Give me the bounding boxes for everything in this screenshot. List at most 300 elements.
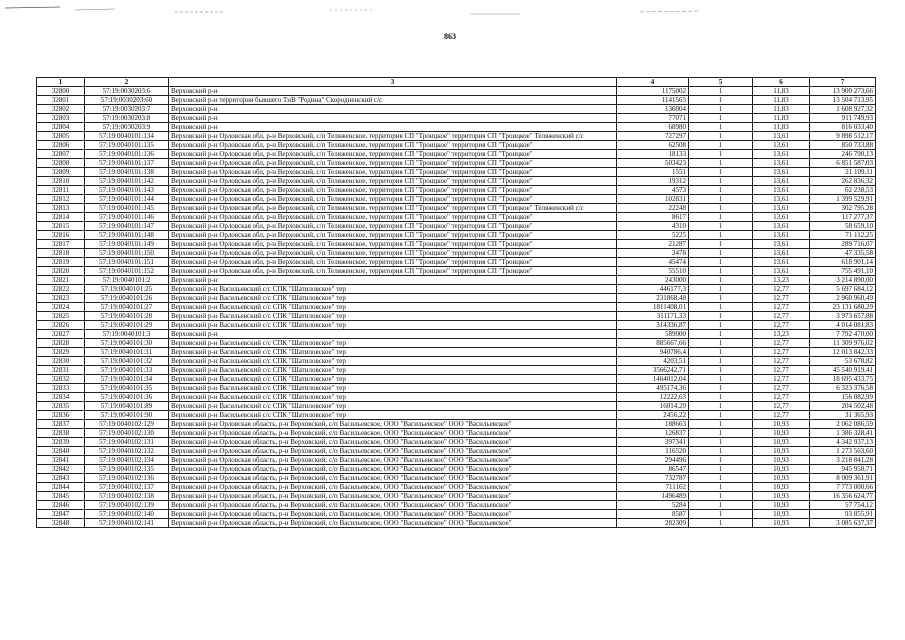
rate: 10,93 [753,483,810,492]
rate: 11,83 [753,96,810,105]
cadastral-number: 57:19:0040102:129 [85,420,169,429]
rate: 12,77 [753,393,810,402]
rate: 11,83 [753,114,810,123]
row-number: 32833 [37,384,85,393]
cadastral-value: 911 749,93 [810,114,876,123]
row-number: 32823 [37,294,85,303]
cadastral-value: 62 238,53 [810,186,876,195]
address: Верховский р-н Васильевский с/с СПК "Шатиловское" тер [169,384,617,393]
cadastral-value: 755 491,10 [810,267,876,276]
rate: 12,77 [753,411,810,420]
rate: 12,77 [753,384,810,393]
rate: 12,77 [753,321,810,330]
quantity: 1 [689,492,753,501]
table-row [37,411,876,420]
rate: 10,93 [753,447,810,456]
area: 12222,63 [617,393,689,402]
address: Верховский р-н Орловская обл, р-н Верховский, с/п Теляженское, территория СП "Троицкое" территория СП "Троицкое" [169,249,617,258]
cadastral-value: 945 958,71 [810,465,876,474]
cadastral-number: 57:19:0040101:145 [85,204,169,213]
table-row [37,195,876,204]
row-number: 32829 [37,348,85,357]
cadastral-number: 57:19:0040101:26 [85,294,169,303]
column-number-row [37,78,876,87]
area: 5284 [617,501,689,510]
address: Верховский р-н Орловская область, р-н Верховский, с/п Васильевское, ООО "Васильевское" ООО "Васильевское" [169,447,617,456]
address: Верховский р-н Васильевский с/с СПК "Шатиловское" тер [169,285,617,294]
quantity: 1 [689,222,753,231]
cadastral-value: 1 386 328,41 [810,429,876,438]
rate: 13,61 [753,249,810,258]
rate: 13,61 [753,267,810,276]
quantity: 1 [689,321,753,330]
area: 102831 [617,195,689,204]
quantity: 1 [689,447,753,456]
cadastral-number: 57:19:0040102:131 [85,438,169,447]
area: 62508 [617,141,689,150]
row-number: 32838 [37,429,85,438]
table-row [37,249,876,258]
cadastral-number: 57:19:0040101:36 [85,393,169,402]
row-number: 32820 [37,267,85,276]
row-number: 32810 [37,177,85,186]
rate: 12,77 [753,339,810,348]
column-number: 1 [37,78,85,87]
row-number: 32806 [37,141,85,150]
row-number: 32842 [37,465,85,474]
row-number: 32818 [37,249,85,258]
cadastral-value: 850 733,88 [810,141,876,150]
address: Верховский р-н Орловская обл, р-н Верховский, с/п Теляженское, территория СП "Троицкое" территория СП "Троицкое" [169,267,617,276]
cadastral-value: 18 695 433,75 [810,375,876,384]
cadastral-value: 5 697 684,12 [810,285,876,294]
cadastral-number: 57:19:0040101:143 [85,186,169,195]
cadastral-value: 3 214 890,00 [810,276,876,285]
cadastral-number: 57:19:0040101:33 [85,366,169,375]
row-number: 32840 [37,447,85,456]
cadastral-number: 57:19:0040102:130 [85,429,169,438]
row-number: 32843 [37,474,85,483]
rate: 13,61 [753,258,810,267]
cadastral-number: 57:19:0040101:148 [85,231,169,240]
quantity: 1 [689,510,753,519]
address: Верховский р-н Орловская обл, р-н Верховский, с/п Теляженское, территория СП "Троицкое" территория СП "Троицкое" Теляженский с/с [169,204,617,213]
table-row [37,465,876,474]
area: 19312 [617,177,689,186]
table-row [37,285,876,294]
rate: 12,77 [753,294,810,303]
address: Верховский р-н Орловская обл, р-н Верховский, с/п Теляженское, территория СП "Троицкое" территория СП "Троицкое" [169,231,617,240]
quantity: 1 [689,402,753,411]
row-number: 32844 [37,483,85,492]
area: 446177,3 [617,285,689,294]
address: Верховский р-н Васильевский с/с СПК "Шатиловское" тер [169,357,617,366]
address: Верховский р-н Орловская область, р-н Верховский, с/п Васильевское, ООО "Васильевское" ООО "Васильевское" [169,420,617,429]
table-row [37,348,876,357]
area: 1464012,04 [617,375,689,384]
row-number: 32836 [37,411,85,420]
area: 3478 [617,249,689,258]
quantity: 1 [689,519,753,528]
area: 86547 [617,465,689,474]
table-row [37,132,876,141]
quantity: 1 [689,474,753,483]
table-row [37,312,876,321]
cadastral-number: 57:19:0040101:3 [85,330,169,339]
area: 243000 [617,276,689,285]
area: 294496 [617,456,689,465]
area: 940786,4 [617,348,689,357]
row-number: 32803 [37,114,85,123]
column-number: 5 [689,78,753,87]
cadastral-number: 57:19:0040101:2 [85,276,169,285]
cadastral-value: 12 013 842,33 [810,348,876,357]
cadastral-number: 57:19:0040101:135 [85,141,169,150]
quantity: 1 [689,114,753,123]
row-number: 32845 [37,492,85,501]
rate: 10,93 [753,420,810,429]
quantity: 1 [689,366,753,375]
cadastral-value: 31 365,93 [810,411,876,420]
cadastral-number: 57:19:0040101:27 [85,303,169,312]
cadastral-value: 93 855,91 [810,510,876,519]
cadastral-value: 4 342 937,13 [810,438,876,447]
cadastral-value: 204 502,48 [810,402,876,411]
quantity: 1 [689,294,753,303]
row-number: 32807 [37,150,85,159]
table-row [37,276,876,285]
area: 3566242,71 [617,366,689,375]
cadastral-value: 3 218 841,28 [810,456,876,465]
cadastral-number: 57:19:0040102:134 [85,456,169,465]
rate: 13,61 [753,150,810,159]
cadastral-number: 57:19:0040101:146 [85,213,169,222]
rate: 13,61 [753,177,810,186]
area: 495174,36 [617,384,689,393]
row-number: 32839 [37,438,85,447]
address: Верховский р-н территория бывшего ТнВ "Родина" Скородненский с/с [169,96,617,105]
quantity: 1 [689,429,753,438]
row-number: 32814 [37,213,85,222]
table-row [37,96,876,105]
address: Верховский р-н Васильевский с/с СПК "Шатиловское" тер [169,366,617,375]
address: Верховский р-н Васильевский с/с СПК "Шатиловское" тер [169,294,617,303]
cadastral-number: 57:19:0040101:25 [85,285,169,294]
address: Верховский р-н Орловская обл, р-н Верховский, с/п Теляженское, территория СП "Троицкое" территория СП "Троицкое" [169,168,617,177]
table-row [37,519,876,528]
address: Верховский р-н Васильевский с/с СПК "Шатиловское" тер [169,375,617,384]
cadastral-number: 57:19:0040102:135 [85,465,169,474]
cadastral-number: 57:19:0040102:141 [85,519,169,528]
rate: 12,77 [753,375,810,384]
row-number: 32830 [37,357,85,366]
cadastral-number: 57:19:0040102:140 [85,510,169,519]
table-row [37,105,876,114]
row-number: 32832 [37,375,85,384]
area: 732787 [617,474,689,483]
cadastral-value: 1 608 927,32 [810,105,876,114]
land-parcel-table [36,77,876,528]
row-number: 32837 [37,420,85,429]
address: Верховский р-н Орловская область, р-н Верховский, с/п Васильевское, ООО "Васильевское" ООО "Васильевское" [169,474,617,483]
row-number: 32815 [37,222,85,231]
cadastral-value: 23 131 680,29 [810,303,876,312]
table-row [37,456,876,465]
quantity: 1 [689,177,753,186]
cadastral-number: 57:19:0040101:142 [85,177,169,186]
area: 55510 [617,267,689,276]
table-row [37,150,876,159]
quantity: 1 [689,456,753,465]
table-row [37,168,876,177]
area: 314336,87 [617,321,689,330]
area: 4310 [617,222,689,231]
rate: 10,93 [753,510,810,519]
table-row [37,204,876,213]
quantity: 1 [689,231,753,240]
cadastral-number: 57:19:0040101:137 [85,159,169,168]
area: 18133 [617,150,689,159]
column-number: 2 [85,78,169,87]
quantity: 1 [689,132,753,141]
cadastral-value: 45 540 919,41 [810,366,876,375]
rate: 13,61 [753,195,810,204]
rate: 12,77 [753,303,810,312]
rate: 10,93 [753,492,810,501]
cadastral-value: 57 754,12 [810,501,876,510]
rate: 11,83 [753,123,810,132]
address: Верховский р-н [169,330,617,339]
quantity: 1 [689,150,753,159]
column-number: 6 [753,78,810,87]
cadastral-value: 1 399 529,91 [810,195,876,204]
cadastral-number: 57:19:0040101:35 [85,384,169,393]
address: Верховский р-н [169,276,617,285]
table-row [37,231,876,240]
row-number: 32809 [37,168,85,177]
cadastral-value: 262 836,32 [810,177,876,186]
quantity: 1 [689,285,753,294]
area: 231868,48 [617,294,689,303]
rate: 12,77 [753,312,810,321]
area: 4573 [617,186,689,195]
table-row [37,213,876,222]
quantity: 1 [689,240,753,249]
quantity: 1 [689,348,753,357]
cadastral-number: 57:19:0040101:90 [85,411,169,420]
table-row [37,492,876,501]
rate: 13,61 [753,141,810,150]
cadastral-value: 2 062 086,59 [810,420,876,429]
cadastral-number: 57:19:0040101:151 [85,258,169,267]
rate: 13,61 [753,159,810,168]
table-row [37,501,876,510]
cadastral-number: 57:19:0040101:30 [85,339,169,348]
row-number: 32801 [37,96,85,105]
quantity: 1 [689,339,753,348]
table-row [37,483,876,492]
cadastral-value: 11 309 976,02 [810,339,876,348]
quantity: 1 [689,249,753,258]
row-number: 32819 [37,258,85,267]
cadastral-number: 57:19:0030203:6 [85,87,169,96]
quantity: 1 [689,330,753,339]
rate: 13,61 [753,231,810,240]
table-row [37,339,876,348]
row-number: 32846 [37,501,85,510]
cadastral-value: 117 277,37 [810,213,876,222]
rate: 13,23 [753,276,810,285]
address: Верховский р-н Орловская область, р-н Верховский, с/п Васильевское, ООО "Васильевское" ООО "Васильевское" [169,429,617,438]
cadastral-number: 57:19:0040101:144 [85,195,169,204]
cadastral-number: 57:19:0040101:149 [85,240,169,249]
quantity: 1 [689,303,753,312]
cadastral-value: 3 085 637,37 [810,519,876,528]
quantity: 1 [689,258,753,267]
cadastral-value: 7 792 470,00 [810,330,876,339]
rate: 10,93 [753,438,810,447]
address: Верховский р-н Орловская обл, р-н Верховский, с/п Теляженское, территория СП "Троицкое" территория СП "Троицкое" [169,213,617,222]
area: 1175002 [617,87,689,96]
quantity: 1 [689,195,753,204]
area: 21287 [617,240,689,249]
table-row [37,357,876,366]
cadastral-number: 57:19:0030203:8 [85,114,169,123]
row-number: 32813 [37,204,85,213]
table-row [37,330,876,339]
table-row [37,420,876,429]
area: 885667,66 [617,339,689,348]
quantity: 1 [689,96,753,105]
address: Верховский р-н Орловская обл, р-н Верховский, с/п Теляженское, территория СП "Троицкое" территория СП "Троицкое" [169,177,617,186]
quantity: 1 [689,159,753,168]
cadastral-value: 13 504 713,95 [810,96,876,105]
area: 2456,22 [617,411,689,420]
rate: 10,93 [753,465,810,474]
rate: 12,77 [753,285,810,294]
cadastral-value: 618 901,14 [810,258,876,267]
address: Верховский р-н Орловская обл, р-н Верховский, с/п Теляженское, территория СП "Троицкое" территория СП "Троицкое" [169,222,617,231]
cadastral-value: 21 109,11 [810,168,876,177]
cadastral-value: 4 014 081,83 [810,321,876,330]
table-row [37,123,876,132]
cadastral-number: 57:19:0040101:150 [85,249,169,258]
row-number: 32821 [37,276,85,285]
cadastral-number: 57:19:0040101:136 [85,150,169,159]
row-number: 32824 [37,303,85,312]
row-number: 32811 [37,186,85,195]
area: 16014,29 [617,402,689,411]
cadastral-number: 57:19:0040101:134 [85,132,169,141]
row-number: 32800 [37,87,85,96]
area: 397341 [617,438,689,447]
address: Верховский р-н Орловская обл, р-н Верховский, с/п Теляженское, территория СП "Троицкое" территория СП "Троицкое" [169,159,617,168]
quantity: 1 [689,87,753,96]
area: 727297 [617,132,689,141]
cadastral-value: 13 900 273,66 [810,87,876,96]
area: 1496489 [617,492,689,501]
area: 136004 [617,105,689,114]
cadastral-value: 289 716,07 [810,240,876,249]
cadastral-number: 57:19:0040102:138 [85,492,169,501]
cadastral-value: 156 082,99 [810,393,876,402]
cadastral-number: 57:19:0030203:60 [85,96,169,105]
cadastral-value: 3 973 657,88 [810,312,876,321]
area: 126837 [617,429,689,438]
table-row [37,429,876,438]
row-number: 32812 [37,195,85,204]
scan-artifact-lines [0,4,905,24]
address: Верховский р-н Орловская область, р-н Верховский, с/п Васильевское, ООО "Васильевское" ООО "Васильевское" [169,492,617,501]
quantity: 1 [689,483,753,492]
address: Верховский р-н Васильевский с/с СПК "Шатиловское" тер [169,303,617,312]
cadastral-value: 2 960 960,49 [810,294,876,303]
cadastral-number: 57:19:0040101:29 [85,321,169,330]
quantity: 1 [689,186,753,195]
row-number: 32831 [37,366,85,375]
area: 5225 [617,231,689,240]
address: Верховский р-н Орловская область, р-н Верховский, с/п Васильевское, ООО "Васильевское" ООО "Васильевское" [169,438,617,447]
cadastral-number: 57:19:0040101:138 [85,168,169,177]
quantity: 1 [689,168,753,177]
row-number: 32808 [37,159,85,168]
address: Верховский р-н Орловская обл, р-н Верховский, с/п Теляженское, территория СП "Троицкое" территория СП "Троицкое" [169,186,617,195]
rate: 13,61 [753,204,810,213]
area: 68980 [617,123,689,132]
area: 1141565 [617,96,689,105]
row-number: 32835 [37,402,85,411]
quantity: 1 [689,141,753,150]
area: 589000 [617,330,689,339]
page-number: 863 [444,32,456,41]
address: Верховский р-н Васильевский с/с СПК "Шатиловское" тер [169,402,617,411]
quantity: 1 [689,105,753,114]
row-number: 32848 [37,519,85,528]
column-number: 7 [810,78,876,87]
address: Верховский р-н Орловская область, р-н Верховский, с/п Васильевское, ООО "Васильевское" ООО "Васильевское" [169,510,617,519]
area: 116520 [617,447,689,456]
table-row [37,141,876,150]
address: Верховский р-н Орловская область, р-н Верховский, с/п Васильевское, ООО "Васильевское" ООО "Васильевское" [169,465,617,474]
row-number: 32804 [37,123,85,132]
address: Верховский р-н Васильевский с/с СПК "Шатиловское" тер [169,312,617,321]
cadastral-value: 53 678,82 [810,357,876,366]
address: Верховский р-н Орловская область, р-н Верховский, с/п Васильевское, ООО "Васильевское" ООО "Васильевское" [169,456,617,465]
rate: 10,93 [753,474,810,483]
cadastral-number: 57:19:0030203:9 [85,123,169,132]
table-row [37,240,876,249]
cadastral-value: 8 009 361,91 [810,474,876,483]
rate: 12,77 [753,366,810,375]
quantity: 1 [689,438,753,447]
row-number: 32828 [37,339,85,348]
area: 188663 [617,420,689,429]
rate: 13,61 [753,186,810,195]
cadastral-number: 57:19:0040101:89 [85,402,169,411]
table-row [37,303,876,312]
address: Верховский р-н Орловская обл, р-н Верховский, с/п Теляженское, территория СП "Троицкое" территория СП "Троицкое" [169,141,617,150]
table-row [37,114,876,123]
cadastral-value: 6 851 587,03 [810,159,876,168]
table-row [37,258,876,267]
table-row [37,402,876,411]
rate: 13,23 [753,330,810,339]
quantity: 1 [689,393,753,402]
cadastral-number: 57:19:0040101:31 [85,348,169,357]
row-number: 32825 [37,312,85,321]
area: 1811408,01 [617,303,689,312]
cadastral-number: 57:19:0040102:132 [85,447,169,456]
